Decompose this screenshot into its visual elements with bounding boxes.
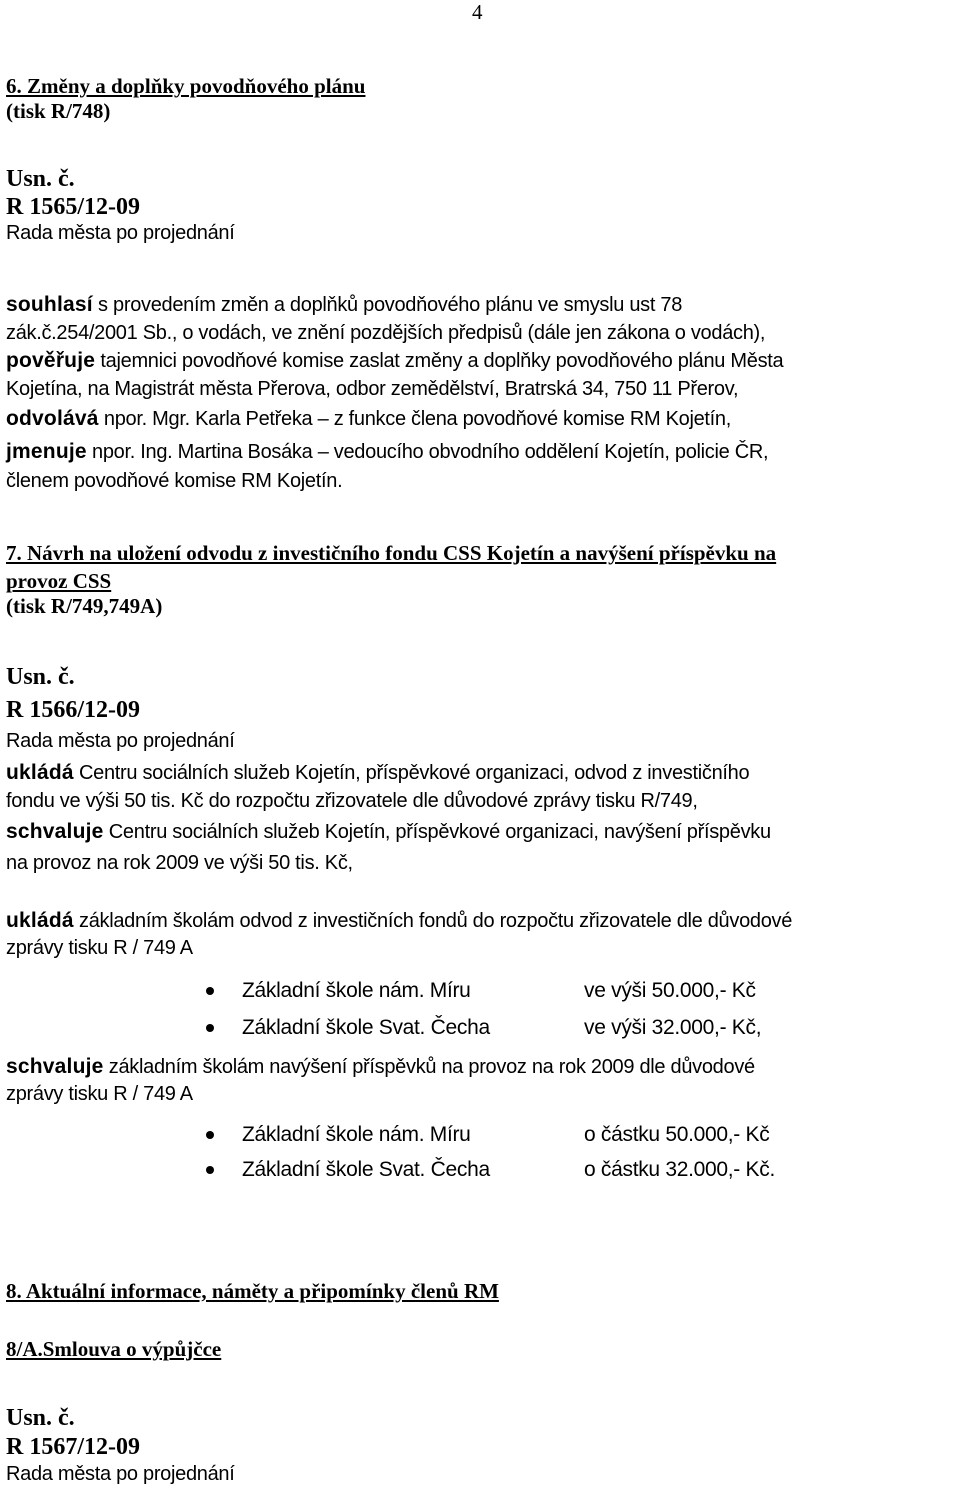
body-line <box>6 788 956 814</box>
body-text: Centru sociálních služeb Kojetín, příspěvkové organizaci, navýšení příspěvku <box>103 821 771 843</box>
body-text: fondu ve výši 50 tis. Kč do rozpočtu zřizovatele dle důvodové zprávy tisku R/749, <box>6 790 698 812</box>
usn-label: Usn. č. <box>6 1405 75 1431</box>
council-line: Rada města po projednání <box>6 730 235 752</box>
body-line <box>6 906 956 936</box>
section-8a <box>6 1337 956 1362</box>
body-line: zprávy tisku R / 749 A <box>6 1083 193 1105</box>
section-6-body <box>6 290 956 494</box>
verb: schvaluje <box>6 820 104 843</box>
school-amount: o částku 50.000,- Kč <box>584 1123 770 1146</box>
verb: jmenuje <box>6 440 87 463</box>
verb: ukládá <box>6 761 74 784</box>
usn-label: Usn. č. <box>6 166 75 192</box>
body-text: členem povodňové komise RM Kojetín. <box>6 470 343 492</box>
school-name: Základní škole Svat. Čecha <box>242 1158 490 1181</box>
body-text: npor. Mgr. Karla Petřeka – z funkce člena povodňové komise RM Kojetín, <box>98 408 732 430</box>
section-7-heading: 7. Návrh na uložení odvodu z investičního fondu CSS Kojetín a navýšení příspěvku na <box>6 541 777 565</box>
body-text: základním školám odvod z investičních fondů do rozpočtu zřizovatele dle důvodové <box>73 910 793 932</box>
section-7-resolution <box>6 663 956 754</box>
body-line: zprávy tisku R / 749 A <box>6 937 193 959</box>
bullet-icon <box>206 1131 214 1139</box>
body-line <box>6 1052 956 1082</box>
school-name: Základní škole Svat. Čecha <box>242 1016 490 1039</box>
section-6 <box>6 74 956 124</box>
section-7-heading-cont: provoz CSS <box>6 569 112 593</box>
verb: odvolává <box>6 407 99 430</box>
verb: souhlasí <box>6 293 93 316</box>
section-6-heading: 6. Změny a doplňky povodňového plánu <box>6 74 366 98</box>
school-amount: o částku 32.000,- Kč. <box>584 1158 775 1181</box>
schvaluje-school-block <box>6 1052 956 1107</box>
section-7 <box>6 538 956 619</box>
body-line <box>6 468 956 494</box>
school-amount: ve výši 50.000,- Kč <box>584 979 756 1002</box>
body-line <box>6 436 956 468</box>
schvaluje-school-list <box>6 1122 956 1192</box>
verb: ukládá <box>6 909 74 932</box>
resolution-number: R 1565/12-09 <box>6 194 140 220</box>
council-line: Rada města po projednání <box>6 222 235 244</box>
council-line: Rada města po projednání <box>6 1463 235 1485</box>
section-7-body <box>6 758 956 876</box>
section-6-tisk: (tisk R/748) <box>6 99 111 123</box>
body-line <box>6 346 956 376</box>
body-text: Centru sociálních služeb Kojetín, příspěvkové organizaci, odvod z investičního <box>73 762 750 784</box>
section-8-resolution <box>6 1404 956 1487</box>
school-name: Základní škole nám. Míru <box>242 1123 471 1146</box>
section-7-tisk: (tisk R/749,749A) <box>6 594 163 618</box>
body-text: základním školám navýšení příspěvků na provoz na rok 2009 dle důvodové <box>103 1056 755 1078</box>
body-line <box>6 814 956 850</box>
bullet-icon <box>206 1166 214 1174</box>
body-line <box>6 290 956 320</box>
body-text: s provedením změn a doplňků povodňového plánu ve smyslu ust 78 <box>92 294 683 316</box>
verb: schvaluje <box>6 1055 104 1078</box>
usn-label: Usn. č. <box>6 664 75 690</box>
school-name: Základní škole nám. Míru <box>242 979 471 1002</box>
body-line <box>6 376 956 402</box>
bullet-icon <box>206 1024 214 1032</box>
bullet-icon <box>206 987 214 995</box>
section-6-resolution <box>6 165 956 246</box>
body-line <box>6 850 956 876</box>
body-line <box>6 320 956 346</box>
body-text: na provoz na rok 2009 ve výši 50 tis. Kč, <box>6 852 353 874</box>
body-line <box>6 402 956 436</box>
body-text: tajemnici povodňové komise zaslat změny a doplňky povodňového plánu Města <box>95 350 784 372</box>
body-text: npor. Ing. Martina Bosáka – vedoucího obvodního oddělení Kojetín, policie ČR, <box>86 441 769 463</box>
section-8a-heading: 8/A.Smlouva o výpůjčce <box>6 1337 222 1361</box>
page-number: 4 <box>472 0 483 24</box>
ukladaa-school-block <box>6 906 956 961</box>
ukladaa-school-list <box>6 978 956 1048</box>
body-text: Kojetína, na Magistrát města Přerova, odbor zemědělství, Bratrská 34, 750 11 Přerov, <box>6 378 739 400</box>
verb: pověřuje <box>6 349 96 372</box>
section-8-heading: 8. Aktuální informace, náměty a připomínky členů RM <box>6 1279 499 1303</box>
resolution-number: R 1567/12-09 <box>6 1434 140 1460</box>
body-line <box>6 758 956 788</box>
section-8 <box>6 1279 956 1304</box>
resolution-number: R 1566/12-09 <box>6 697 140 723</box>
body-text: zák.č.254/2001 Sb., o vodách, ve znění pozdějších předpisů (dále jen zákona o vodách), <box>6 322 766 344</box>
school-amount: ve výši 32.000,- Kč, <box>584 1016 762 1039</box>
